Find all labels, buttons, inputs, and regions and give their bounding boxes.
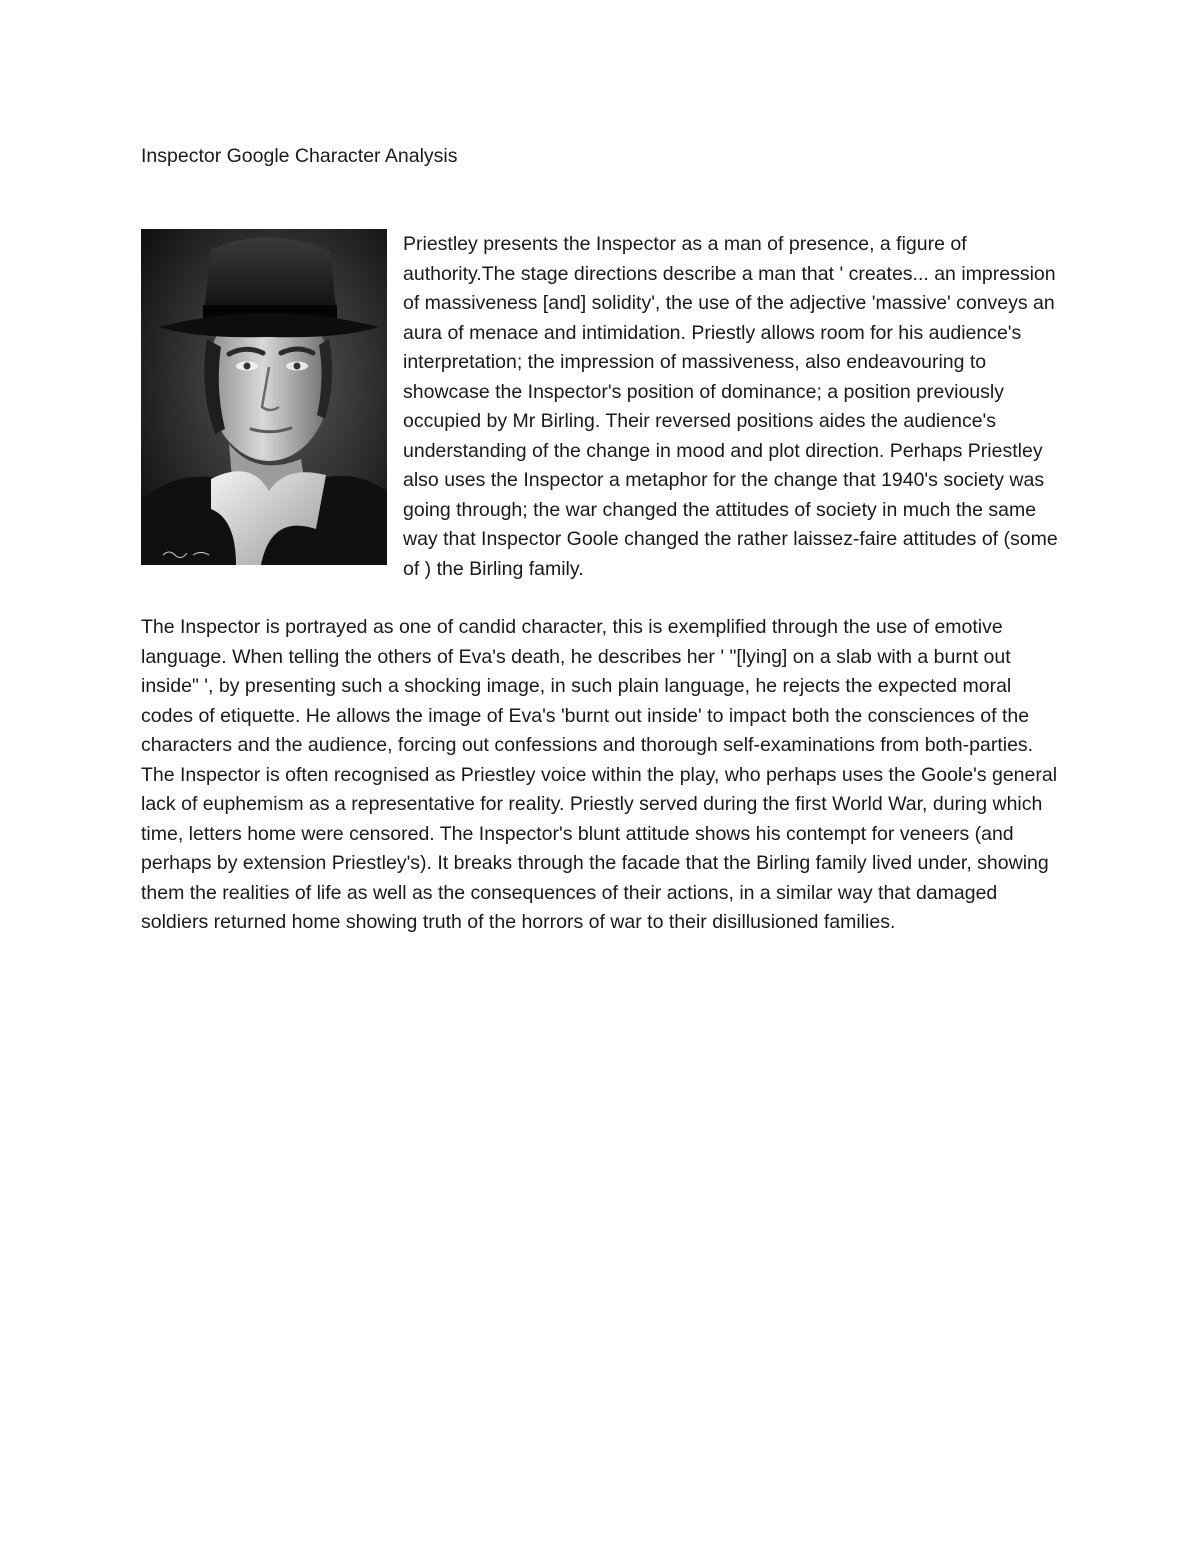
document-body xyxy=(141,229,1059,938)
paragraph-2: The Inspector is portrayed as one of candid character, this is exemplified through the use of emotive language. When telling the others of Eva's death, he describes her ' "[lying] on a slab with a burnt out inside" ', by presenting such a shocking image, in such plain language, he rejects the expected moral codes of etiquette. He allows the image of Eva's 'burnt out inside' to impact both the consciences of the characters and the audience, forcing out confessions and thorough self-examinations from both-parties. The Inspector is often recognised as Priestley voice within the play, who perhaps uses the Goole's general lack of euphemism as a representative for reality. Priestly served during the first World War, during which time, letters home were censored. The Inspector's blunt attitude shows his contempt for veneers (and perhaps by extension Priestley's). It breaks through the facade that the Birling family lived under, showing them the realities of life as well as the consequences of their actions, in a similar way that damaged soldiers returned home showing truth of the horrors of war to their disillusioned families. xyxy=(141,616,1058,933)
paragraph-1: Priestley presents the Inspector as a man of presence, a figure of authority.The stage directions describe a man that ' creates... an impression of massiveness [and] solidity', the use of the adjective 'massive' conveys an aura of menace and intimidation. Priestly allows room for his audience's interpretation; the impression of massiveness, also endeavouring to showcase the Inspector's position of dominance; a position previously occupied by Mr Birling. Their reversed positions aides the audience's understanding of the change in mood and plot direction. Perhaps Priestley also uses the Inspector a metaphor for the change that 1940's society was going through; the war changed the attitudes of society in much the same way that Inspector Goole changed the rather laissez-faire attitudes of (some of ) the Birling family. xyxy=(403,233,1058,580)
inspector-portrait-image xyxy=(141,229,387,565)
portrait-photo-icon xyxy=(141,229,387,565)
document-title: Inspector Google Character Analysis xyxy=(141,145,458,167)
